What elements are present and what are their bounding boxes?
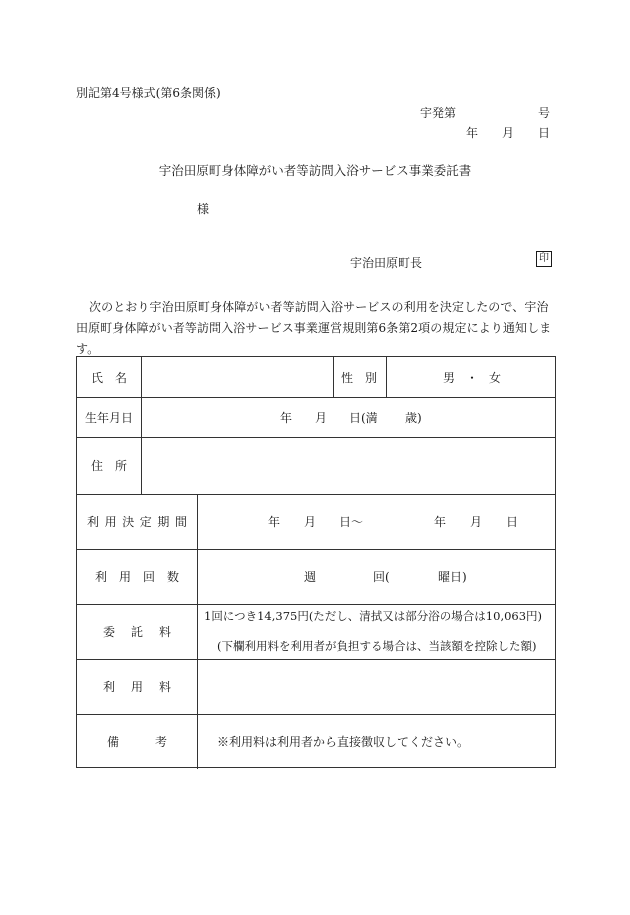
period-start-day: 日～	[339, 515, 364, 529]
dob-field[interactable]	[142, 397, 556, 437]
fee-label-char: 料	[158, 625, 171, 639]
document-title: 宇治田原町身体障がい者等訪問入浴サービス事業委託書	[158, 163, 472, 178]
usage-fee-label	[103, 659, 171, 714]
fee-label-char: 託	[130, 625, 143, 639]
period-start-year: 年	[268, 515, 281, 529]
date-day: 日	[537, 126, 550, 140]
name-label	[91, 357, 127, 397]
column-divider	[386, 357, 387, 397]
gender-label-char: 別	[364, 370, 377, 385]
issue-number-suffix: 号	[537, 106, 550, 120]
period-label-char: 用	[104, 515, 117, 529]
count-label-char: 回	[142, 570, 155, 584]
fee-line-1: 1回につき14,375円(ただし、清拭又は部分浴の場合は10,063円)	[204, 609, 543, 623]
address-label-char: 所	[114, 459, 127, 473]
period-end-month: 月	[470, 515, 483, 529]
usage-fee-label-char: 用	[130, 680, 143, 694]
remarks-label	[107, 714, 167, 769]
dob-age-unit: 歳)	[405, 410, 422, 425]
fee-line-2: (下欄利用料を利用者が負担する場合は、当該額を控除した額)	[217, 639, 537, 653]
fee-label	[103, 604, 171, 659]
period-label-char: 利	[87, 515, 100, 529]
addressee-suffix: 様	[197, 202, 210, 216]
seal-mark: 印	[536, 251, 552, 267]
gender-option-female[interactable]: 女	[488, 370, 501, 385]
dob-day-age: 日(満	[349, 410, 378, 425]
issue-date	[466, 124, 550, 141]
remarks-label-char: 備	[107, 735, 120, 749]
count-week: 週	[304, 570, 317, 584]
count-label-char: 利	[95, 570, 108, 584]
period-label	[87, 494, 187, 549]
remarks-value: ※利用料は利用者から直接徴収してください。	[217, 735, 470, 749]
form-reference: 別記第4号様式(第6条関係)	[76, 86, 221, 100]
date-year: 年	[466, 126, 479, 140]
period-label-char: 期	[157, 515, 170, 529]
dob-month: 月	[315, 410, 328, 425]
name-field[interactable]	[142, 357, 332, 397]
address-field[interactable]	[142, 437, 556, 494]
issuer-name: 宇治田原町長	[350, 256, 423, 270]
dob-label: 生年月日	[84, 410, 133, 425]
gender-option-male[interactable]: 男	[443, 370, 456, 385]
period-label-char: 決	[122, 515, 135, 529]
name-label-char: 名	[114, 370, 127, 385]
body-paragraph: 次のとおり宇治田原町身体障がい者等訪問入浴サービスの利用を決定したので、宇治田原町身体障がい者等訪問入浴サービス事業運営規則第6条第2項の規定により通知します。	[76, 300, 552, 356]
issue-number	[420, 104, 550, 121]
count-label-char: 数	[166, 570, 179, 584]
name-label-char: 氏	[91, 370, 104, 385]
address-label-char: 住	[91, 459, 104, 473]
period-field[interactable]	[198, 494, 556, 549]
consignment-table	[76, 356, 556, 768]
gender-option-separator: ・	[465, 370, 478, 385]
gender-label	[341, 357, 377, 397]
count-weekday: 曜日)	[438, 570, 467, 584]
period-label-char: 間	[174, 515, 187, 529]
period-end-day: 日	[506, 515, 519, 529]
dob-year: 年	[280, 410, 293, 425]
gender-options[interactable]	[443, 357, 501, 397]
issue-number-prefix: 宇発第	[420, 106, 457, 120]
address-label	[91, 437, 127, 494]
fee-label-char: 委	[103, 625, 116, 639]
count-label	[95, 549, 179, 604]
date-month: 月	[501, 126, 514, 140]
count-times: 回(	[373, 570, 390, 584]
count-label-char: 用	[118, 570, 131, 584]
remarks-label-char: 考	[154, 735, 167, 749]
usage-fee-label-char: 料	[158, 680, 171, 694]
column-divider	[333, 357, 334, 397]
count-field[interactable]	[198, 549, 556, 604]
period-end-year: 年	[434, 515, 447, 529]
period-start-month: 月	[304, 515, 317, 529]
gender-label-char: 性	[341, 370, 354, 385]
usage-fee-field[interactable]	[198, 659, 556, 714]
usage-fee-label-char: 利	[103, 680, 116, 694]
period-label-char: 定	[139, 515, 152, 529]
